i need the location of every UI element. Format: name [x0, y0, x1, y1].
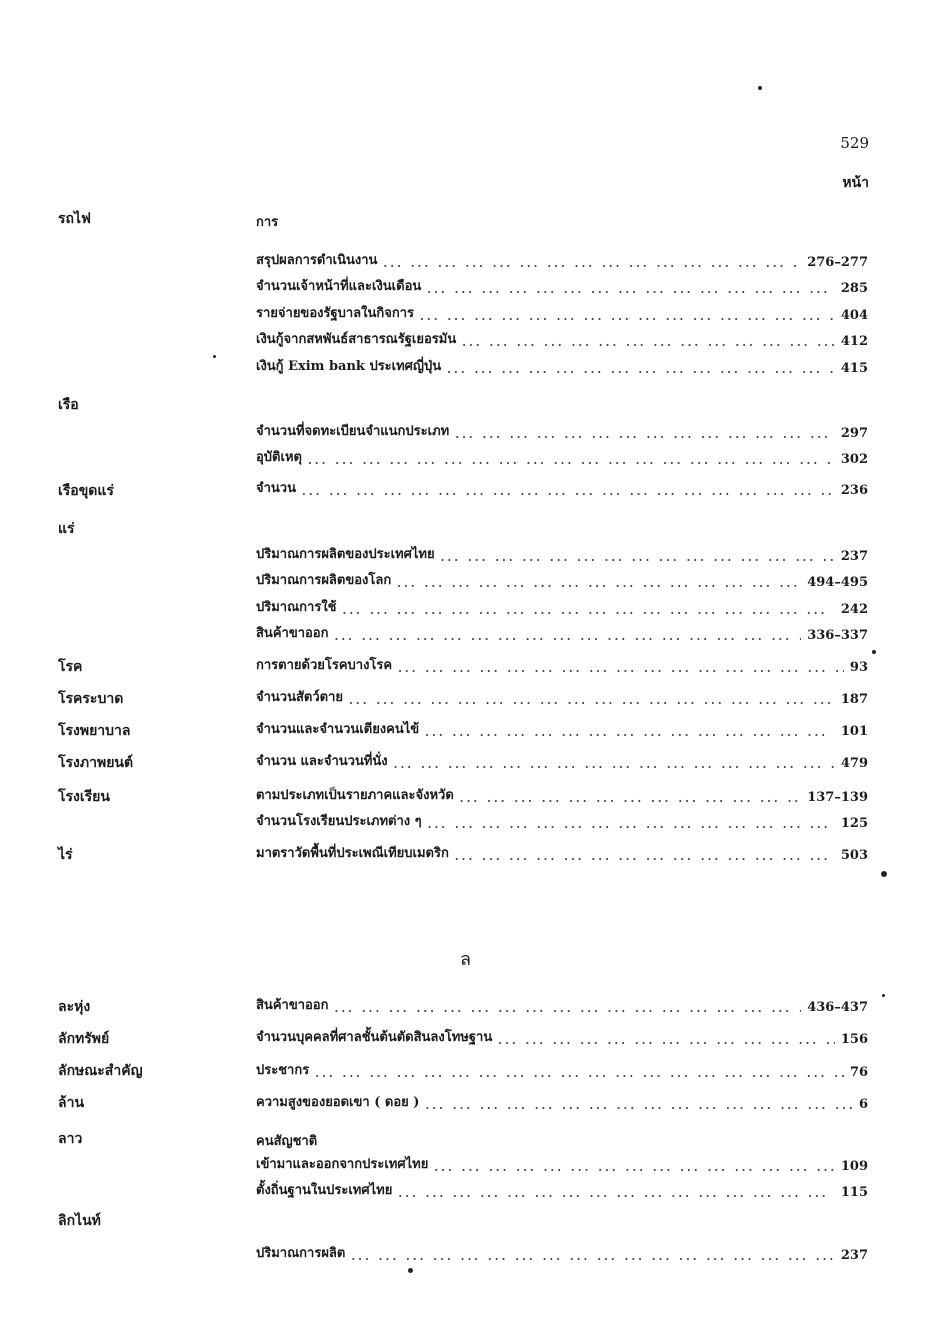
entry-page: 187 [840, 692, 868, 707]
index-entry [256, 811, 868, 831]
dot-leader [398, 662, 844, 675]
dot-leader [441, 551, 835, 564]
entry-label: จำนวนสัตว์ตาย [256, 690, 344, 705]
dot-leader [343, 604, 835, 617]
section-letter: ล [460, 949, 472, 970]
index-entry [256, 250, 868, 270]
index-entry [256, 1154, 868, 1174]
index-entry [256, 356, 868, 376]
index-term: โรงพยาบาล [58, 723, 131, 739]
dot-leader [434, 1161, 835, 1174]
entry-page: 109 [840, 1159, 868, 1174]
index-entry [256, 570, 868, 590]
index-term: ไร่ [58, 847, 73, 863]
dot-leader [425, 1099, 853, 1112]
index-term: ล้าน [58, 1095, 85, 1111]
entry-label: สรุปผลการดำเนินงาน [256, 253, 378, 268]
entry-page: 236 [840, 483, 868, 498]
index-entry [256, 1060, 868, 1080]
index-term: ละหุ่ง [58, 999, 91, 1015]
index-entry [256, 421, 868, 441]
entry-page: 412 [840, 334, 868, 349]
index-entry [256, 303, 868, 323]
entry-label: เข้ามาและออกจากประเทศไทย [256, 1157, 429, 1172]
entry-label: ปริมาณการผลิตของประเทศไทย [256, 547, 435, 562]
entry-page: 237 [840, 1248, 868, 1263]
entry-label: ประชากร [256, 1063, 310, 1078]
index-entry [256, 1092, 868, 1112]
entry-page: 415 [840, 361, 868, 376]
entry-page: 156 [840, 1032, 868, 1047]
entry-label: จำนวนและจำนวนเตียงคนไข้ [256, 722, 420, 737]
entry-page: 137–139 [807, 790, 868, 805]
entry-label: การตายด้วยโรคบางโรค [256, 658, 393, 673]
dot-leader [462, 336, 835, 349]
scan-speck [882, 994, 885, 997]
page-number: 529 [840, 134, 869, 152]
entry-page: 76 [849, 1065, 868, 1080]
index-term: ลาว [58, 1131, 83, 1147]
dot-leader [315, 1067, 844, 1080]
index-entry [256, 719, 868, 739]
entry-label: สินค้าขาออก [256, 998, 329, 1013]
dot-leader [351, 1250, 835, 1263]
dot-leader [455, 428, 835, 441]
dot-leader [427, 283, 835, 296]
index-entry [256, 687, 868, 707]
entry-label: จำนวนโรงเรียนประเภทต่าง ๆ [256, 814, 422, 829]
dot-leader [447, 363, 835, 376]
entry-label: ตั้งถิ่นฐานในประเทศไทย [256, 1183, 393, 1198]
entry-label: เงินกู้จากสหพันธ์สาธารณรัฐเยอรมัน [256, 332, 457, 347]
entry-page: 242 [840, 602, 868, 617]
index-entry [256, 1027, 868, 1047]
dot-leader [498, 1034, 835, 1047]
entry-label: จำนวนเจ้าหน้าที่และเงินเดือน [256, 279, 422, 294]
index-term: รถไฟ [58, 211, 91, 227]
entry-label: ปริมาณการผลิตของโลก [256, 573, 392, 588]
index-entry [256, 1180, 868, 1200]
index-term: ลักทรัพย์ [58, 1031, 110, 1047]
index-entry [256, 995, 868, 1015]
index-term: เรือขุดแร่ [58, 483, 114, 499]
entry-label: ตามประเภทเป็นรายภาคและจังหวัด [256, 788, 454, 803]
entry-page: 6 [858, 1097, 868, 1112]
index-entry [256, 1243, 868, 1263]
entry-page: 404 [840, 308, 868, 323]
entry-label: จำนวน และจำนวนที่นั่ง [256, 754, 388, 769]
entry-label: จำนวนที่จดทะเบียนจำแนกประเภท [256, 424, 450, 439]
scan-speck [872, 650, 876, 654]
entry-page: 503 [840, 848, 868, 863]
entry-page: 285 [840, 281, 868, 296]
dot-leader [394, 758, 835, 771]
dot-leader [397, 577, 801, 590]
index-term: เรือ [58, 397, 79, 413]
index-entry [256, 544, 868, 564]
entry-page: 101 [840, 724, 868, 739]
dot-leader [398, 1187, 835, 1200]
index-entry [256, 447, 868, 467]
index-entry [256, 276, 868, 296]
index-entry [256, 623, 868, 643]
index-term: แร่ [58, 521, 75, 537]
entry-label: เงินกู้ Exim bank ประเทศญี่ปุ่น [256, 359, 442, 374]
entry-page: 436–437 [807, 1000, 868, 1015]
entry-label: จำนวน [256, 481, 296, 496]
dot-leader [383, 257, 801, 270]
index-entry [256, 597, 868, 617]
index-entry [256, 843, 868, 863]
index-entry [256, 751, 868, 771]
dot-leader [428, 818, 835, 831]
index-subhead: การ [256, 215, 279, 230]
scan-speck [213, 355, 216, 358]
index-entry [256, 655, 868, 675]
page-column-label: หน้า [842, 175, 869, 191]
dot-leader [420, 310, 835, 323]
entry-page: 302 [840, 452, 868, 467]
entry-page: 125 [840, 816, 868, 831]
index-term: ลิกไนท์ [58, 1213, 101, 1229]
index-term: โรค [58, 659, 83, 675]
dot-leader [308, 454, 835, 467]
dot-leader [349, 694, 835, 707]
index-entry [256, 329, 868, 349]
entry-page: 297 [840, 426, 868, 441]
dot-leader [455, 850, 835, 863]
entry-page: 237 [840, 549, 868, 564]
index-term: โรงเรียน [58, 789, 110, 805]
dot-leader [302, 485, 835, 498]
entry-page: 336–337 [807, 628, 868, 643]
entry-label: ปริมาณการใช้ [256, 600, 337, 615]
entry-page: 276–277 [807, 255, 868, 270]
scan-speck [881, 871, 887, 877]
index-subhead: คนสัญชาติ [256, 1134, 318, 1149]
entry-label: ความสูงของยอดเขา ( ดอย ) [256, 1095, 420, 1110]
dot-leader [460, 792, 801, 805]
entry-label: รายจ่ายของรัฐบาลในกิจการ [256, 306, 415, 321]
index-entry [256, 785, 868, 805]
entry-label: ปริมาณการผลิต [256, 1246, 346, 1261]
entry-label: สินค้าขาออก [256, 626, 329, 641]
scan-speck [758, 86, 762, 90]
dot-leader [335, 630, 802, 643]
entry-page: 479 [840, 756, 868, 771]
entry-page: 494–495 [807, 575, 868, 590]
index-entry [256, 478, 868, 498]
index-term: โรคระบาด [58, 691, 124, 707]
entry-page: 93 [849, 660, 868, 675]
entry-page: 115 [840, 1185, 868, 1200]
entry-label: มาตราวัดพื้นที่ประเพณีเทียบเมตริก [256, 846, 449, 861]
index-term: โรงภาพยนต์ [58, 755, 134, 771]
index-term: ลักษณะสำคัญ [58, 1063, 143, 1079]
entry-label: จำนวนบุคคลที่ศาลชั้นต้นตัดสินลงโทษฐาน [256, 1030, 493, 1045]
dot-leader [425, 726, 835, 739]
scan-speck [408, 1268, 413, 1273]
dot-leader [335, 1002, 802, 1015]
entry-label: อุบัติเหตุ [256, 450, 302, 465]
